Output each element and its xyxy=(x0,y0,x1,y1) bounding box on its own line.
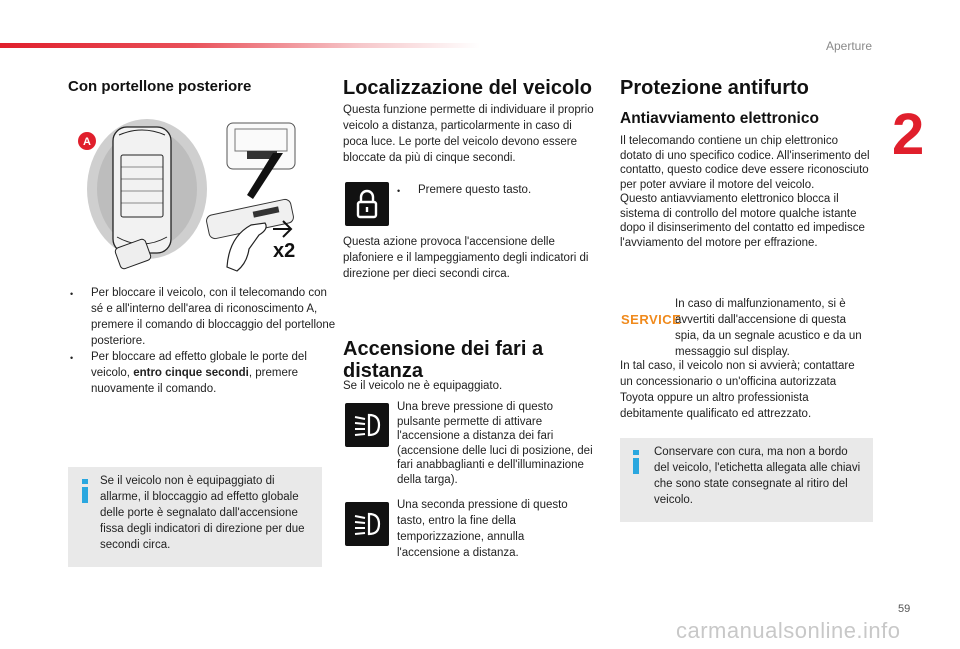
headlight-press1: Una breve pressione di questo pulsante permette di attivare l'accensione a distanza dei fari (accensione delle luci di posizione, dei fari anabbaglianti e dell'illuminazione della targa). xyxy=(397,401,593,486)
headlight-icon xyxy=(345,502,389,546)
section-name: Aperture xyxy=(825,39,872,53)
bullet-marker: • xyxy=(70,353,74,363)
info-text: Se il veicolo non è equipaggiato di allarme, il bloccaggio ad effetto globale delle porte è segnalato dall'accensione fissa degli indicatori di direzione per due secondi circa. xyxy=(100,475,305,551)
section-title-headlights: Accensione dei fari a distanza xyxy=(343,338,544,382)
lock-button xyxy=(345,182,389,226)
tailgate-illustration xyxy=(77,117,337,277)
service-text: In caso di malfunzionamento, si è avvertiti dall'accensione di questa spia, da un segnale acustico e da un messaggio sul display. xyxy=(675,298,862,358)
section-title-tailgate: Con portellone posteriore xyxy=(68,78,252,95)
page-number: 59 xyxy=(898,603,911,615)
figure-label-a: A xyxy=(83,136,91,148)
locate-result: Questa azione provoca l'accensione delle plafoniere e il lampeggiamento degli indicatori di direzione per dieci secondi circa. xyxy=(343,236,589,280)
headlights-equipped: Se il veicolo ne è equipaggiato. xyxy=(343,380,503,392)
step-text: Premere questo tasto. xyxy=(418,184,532,196)
headlight-icon xyxy=(345,403,389,447)
headlight-button-1 xyxy=(345,403,389,447)
section-title-antitheft: Protezione antifurto xyxy=(620,77,809,99)
service-warning-icon xyxy=(621,312,681,327)
bullet-text: Per bloccare il veicolo, con il telecomando con sé e all'interno dell'area di riconoscimento A, premere il comando di bloccaggio del portellone posteriore. xyxy=(91,287,336,347)
service-label: SERVICE xyxy=(621,312,682,327)
bullet-text-start: Per bloccare ad effetto globale le porte del veicolo, xyxy=(91,351,307,379)
list-item xyxy=(70,349,341,397)
info-text: Conservare con cura, ma non a bordo del veicolo, l'etichetta allegata alle chiavi che sono state consegnate al ritiro del veicolo. xyxy=(654,446,861,506)
figure-label-x2: x2 xyxy=(273,240,296,262)
bullet-marker: • xyxy=(397,186,401,196)
service-after: In tal caso, il veicolo non si avvierà; contattare un concessionario o un'officina autorizzata Toyota oppure un altro professionista debitamente qualificato ed attrezzato. xyxy=(620,360,855,420)
list-item xyxy=(70,285,341,349)
bullet-text-end: , premere nuovamente il comando. xyxy=(91,367,299,395)
chapter-number: 2 xyxy=(892,102,925,167)
bullet-marker: • xyxy=(70,289,74,299)
lock-icon xyxy=(345,182,389,226)
headlight-press2: Una seconda pressione di questo tasto, entro la fine della temporizzazione, annulla l'accensione a distanza. xyxy=(397,499,568,559)
locate-intro: Questa funzione permette di individuare il proprio veicolo a distanza, particolarmente in caso di poca luce. Le porte del veicolo devono essere bloccate da più di cinque secondi. xyxy=(343,104,594,164)
header-accent-bar xyxy=(0,43,480,48)
section-title-locate: Localizzazione del veicolo xyxy=(343,77,592,99)
watermark: carmanualsonline.info xyxy=(676,618,901,643)
subsection-title-immobilizer: Antiavviamento elettronico xyxy=(620,110,819,127)
info-box xyxy=(620,438,873,522)
headlight-button-2 xyxy=(345,502,389,546)
immobilizer-body: Il telecomando contiene un chip elettronico dotato di uno specifico codice. All'inserimento del contatto, questo codice deve essere riconosciuto per poter avviare il motore del veicolo. Questo antiavviamento elettronico blocca il sistema di controllo del motore qualche istante dopo il disinserimento del contatto ed impedisce l'avviamento del motore per effrazione. xyxy=(620,135,870,249)
bullet-text-bold: entro cinque secondi xyxy=(133,367,249,379)
list-item xyxy=(397,182,618,198)
info-box xyxy=(68,467,322,567)
